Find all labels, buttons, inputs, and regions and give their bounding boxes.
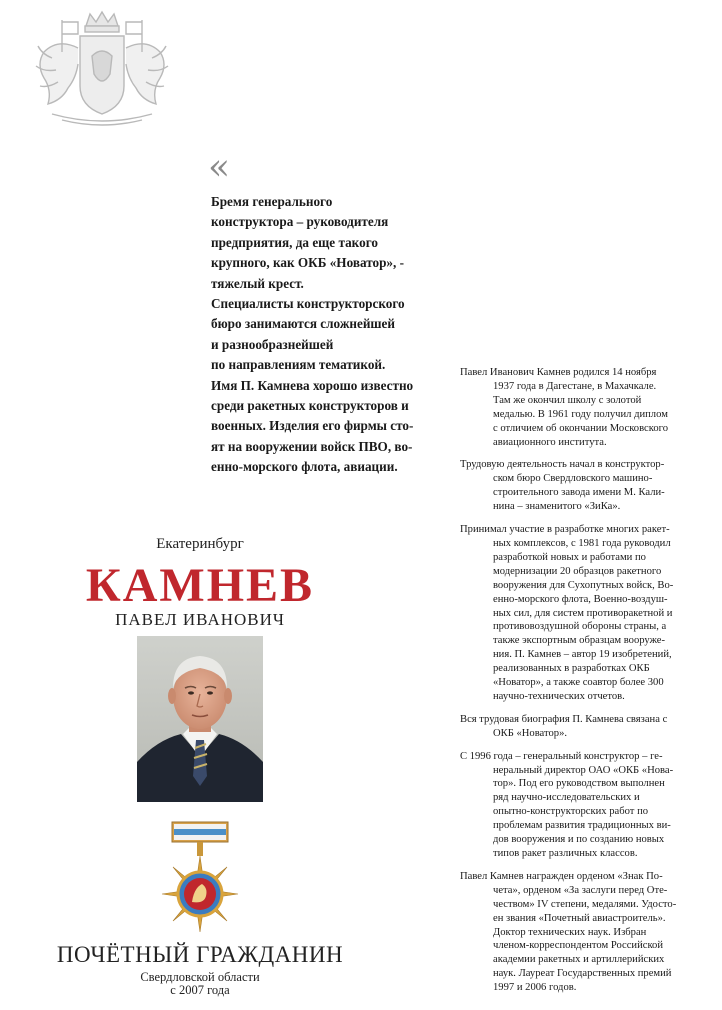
bio-line: Трудовую деятельность начал в конструктор- <box>460 459 665 471</box>
bio-line: чета», орденом «За заслуги перед Оте- <box>493 884 668 896</box>
quote-line: тяжелый крест. <box>211 275 304 291</box>
bio-line: нина – знаменитого «ЗиКа». <box>493 501 621 513</box>
bio-line: противовоздушной обороны страны, а <box>493 621 667 633</box>
biography-column <box>460 366 722 1004</box>
bio-line: 1997 и 2006 годов. <box>493 982 577 994</box>
quote-line: енно-морского флота, авиации. <box>211 459 398 475</box>
quote-line: предприятия, да еще такого <box>211 234 378 250</box>
bio-line: модернизации 20 образцов ракетного <box>493 565 662 577</box>
bio-line: с отличием об окончании Московского <box>493 422 669 434</box>
bio-line: ряд научно-исследовательских и <box>493 792 640 804</box>
bio-line: научно-технических отчетов. <box>493 690 625 702</box>
quote-line: Специалисты конструкторского <box>211 296 405 312</box>
bio-line: медалью. В 1961 году получил диплом <box>493 408 668 420</box>
quote-line: бюро занимаются сложнейшей <box>211 316 396 332</box>
bio-paragraph <box>460 458 722 514</box>
quote-line: ят на вооружении войск ПВО, во- <box>211 438 413 454</box>
name-patronymic: ПАВЕЛ ИВАНОВИЧ <box>115 610 285 629</box>
bio-line: ОКБ «Новатор». <box>493 727 568 739</box>
bio-line: проблемам развития традиционных ви- <box>493 820 671 832</box>
city-label: Екатеринбург <box>156 536 244 552</box>
bio-paragraph <box>460 523 722 704</box>
bio-line: Принимал участие в разработке многих ракет- <box>460 524 670 536</box>
quote-text <box>211 192 451 478</box>
bio-line: Павел Иванович Камнев родился 14 ноября <box>460 367 657 378</box>
bio-line: Вся трудовая биография П. Камнева связана с <box>460 713 668 725</box>
bio-line: типов ракет различных классов. <box>493 848 638 859</box>
bio-line: ных комплексов, с 1981 года руководил <box>493 537 671 549</box>
bio-paragraph <box>460 366 722 449</box>
bio-line: наук. Лауреат Государственных премий <box>493 968 672 980</box>
bio-line: академии ракетных и артиллерийских <box>493 954 665 966</box>
bio-line: ных сил, для систем противоракетной и <box>493 607 673 619</box>
bio-line: опытно-конструкторских работ по <box>493 806 649 818</box>
quote-line: Имя П. Камнева хорошо известно <box>211 377 414 393</box>
bio-line: ском бюро Свердловского машино- <box>493 473 653 485</box>
portrait-photo <box>137 636 263 802</box>
quote-line: среди ракетных конструкторов и <box>211 398 409 414</box>
honor-title: ПОЧЁТНЫЙ ГРАЖДАНИН <box>56 942 344 967</box>
bio-line: неральный директор ОАО «ОКБ «Нова- <box>493 764 674 776</box>
bio-paragraph <box>460 750 722 861</box>
bio-line: членом-корреспондентом Российской <box>493 940 664 952</box>
bio-line: ния. П. Камнев – автор 19 изобретений, <box>493 649 672 661</box>
coat-of-arms-emblem <box>22 8 182 128</box>
quote-line: Бремя генерального <box>211 194 333 209</box>
region-label: Свердловской области <box>140 970 260 984</box>
bio-line: «Новатор», а также соавтор более 300 <box>493 677 664 689</box>
bio-line: авиационного института. <box>493 436 607 448</box>
bio-line: С 1996 года – генеральный конструктор – ге- <box>460 750 663 762</box>
bio-line: дов вооружения и по созданию новых <box>493 834 665 846</box>
bio-line: строительного завода имени М. Кали- <box>493 487 665 499</box>
bio-line: также экспортным образцам вооруже- <box>493 635 666 647</box>
quote-line: и разнообразнейшей <box>211 336 334 352</box>
honorary-badge-icon <box>160 820 240 932</box>
bio-line: чеством» IV степени, медалями. Удосто- <box>493 898 677 910</box>
bio-line: 1937 года в Дагестане, в Махачкале. <box>493 380 657 392</box>
bio-line: Там же окончил школу с золотой <box>493 394 642 406</box>
bio-line: ен звания «Почетный авиастроитель». <box>493 912 666 924</box>
bio-line: енно-морского флота, Военно-воздуш- <box>493 593 668 605</box>
quote-line: конструктора – руководителя <box>211 214 389 230</box>
bio-line: тор». Под его руководством выполнен <box>493 778 665 790</box>
bio-paragraph <box>460 713 722 741</box>
surname-heading: КАМНЕВ <box>85 559 315 612</box>
bio-line: реализованных в разработках ОКБ <box>493 663 650 675</box>
bio-line: вооружения для Сухопутных войск, Во- <box>493 579 674 591</box>
quote-line: военных. Изделия его фирмы сто- <box>211 418 414 434</box>
bio-line: Доктор технических наук. Избран <box>493 926 647 938</box>
bio-paragraph <box>460 870 722 995</box>
bio-line: Павел Камнев награжден орденом «Знак По- <box>460 870 663 882</box>
quote-line: по направлениям тематикой. <box>211 357 386 373</box>
bio-line: разработкой новых и работами по <box>493 551 646 563</box>
quote-mark: « <box>208 147 231 188</box>
since-year-label: с 2007 года <box>170 983 230 997</box>
quote-line: крупного, как ОКБ «Новатор», - <box>211 255 405 271</box>
